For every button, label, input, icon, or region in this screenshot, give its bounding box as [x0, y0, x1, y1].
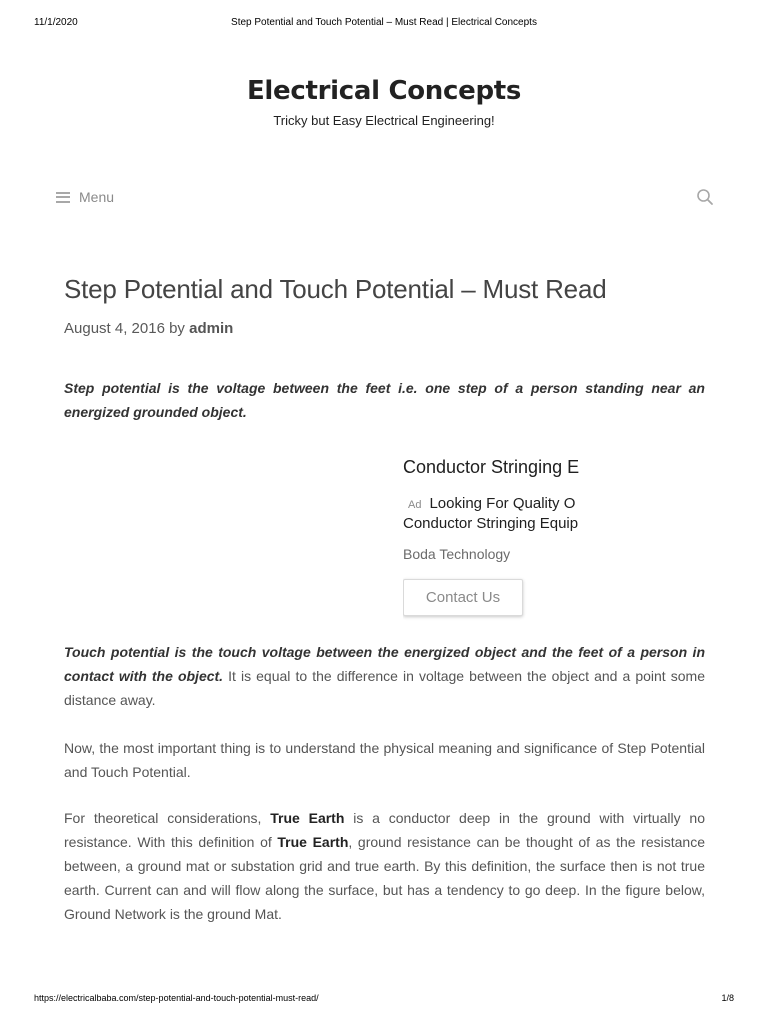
print-footer: [0, 993, 768, 1007]
site-tagline: Tricky but Easy Electrical Engineering!: [273, 113, 495, 128]
post-title: Step Potential and Touch Potential – Must Read: [64, 274, 607, 304]
post-meta: [64, 320, 233, 337]
ad-advertiser: Boda Technology: [403, 546, 511, 562]
touch-potential-bold: Touch potential is the touch voltage between the energized object and the feet of a person in contact with the object.: [64, 644, 705, 684]
ad-description-line-1: [403, 494, 575, 515]
true-earth-term-2: True Earth: [277, 834, 349, 850]
true-earth-paragraph: [64, 806, 705, 926]
true-earth-term-1: True Earth: [270, 810, 345, 826]
touch-potential-paragraph: [64, 640, 705, 712]
print-document-title: Step Potential and Touch Potential – Must Read | Electrical Concepts: [231, 17, 537, 28]
post-author[interactable]: admin: [189, 320, 234, 337]
print-header: [0, 17, 768, 33]
menu-toggle-button[interactable]: [56, 186, 114, 208]
significance-paragraph: Now, the most important thing is to understand the physical meaning and significance of Step Potential and Touch Potential.: [64, 740, 705, 780]
ad-badge: Ad: [408, 499, 422, 511]
true-earth-text-3: , ground resistance can be thought of as the resistance between, a ground mat or substation grid and true earth. By this definition, the surface then is not true earth. Current can and will flow along the surface, but has a tendency to go deep. In the figure below, Ground Network is the ground Mat.: [64, 834, 705, 922]
ad-description-text-1: Looking For Quality O: [429, 495, 576, 512]
main-navigation: [56, 186, 714, 208]
search-icon[interactable]: [696, 188, 714, 206]
post-date[interactable]: August 4, 2016: [64, 320, 165, 337]
print-url: https://electricalbaba.com/step-potential-and-touch-potential-must-read/: [34, 993, 319, 1003]
ad-headline[interactable]: Conductor Stringing E: [403, 457, 580, 477]
menu-label: Menu: [79, 189, 115, 205]
print-page-number: 1/8: [721, 993, 734, 1003]
post-by-label: by: [169, 320, 185, 337]
lead-paragraph: [64, 376, 705, 424]
lead-text: Step potential is the voltage between the feet i.e. one step of a person standing near an energized grounded object.: [64, 380, 705, 420]
touch-potential-rest: It is equal to the difference in voltage between the object and a point some distance away.: [64, 668, 705, 708]
true-earth-text-1: For theoretical considerations,: [64, 810, 271, 826]
hamburger-icon: [56, 192, 70, 203]
true-earth-text-2: is a conductor deep in the ground with virtually no resistance. With this definition of: [64, 810, 705, 850]
ad-block[interactable]: [403, 454, 593, 622]
ad-description-line-2: Conductor Stringing Equip: [403, 515, 579, 532]
ad-contact-button[interactable]: Contact Us: [403, 579, 523, 616]
site-title[interactable]: Electrical Concepts: [246, 76, 522, 106]
print-date: 11/1/2020: [34, 17, 78, 28]
